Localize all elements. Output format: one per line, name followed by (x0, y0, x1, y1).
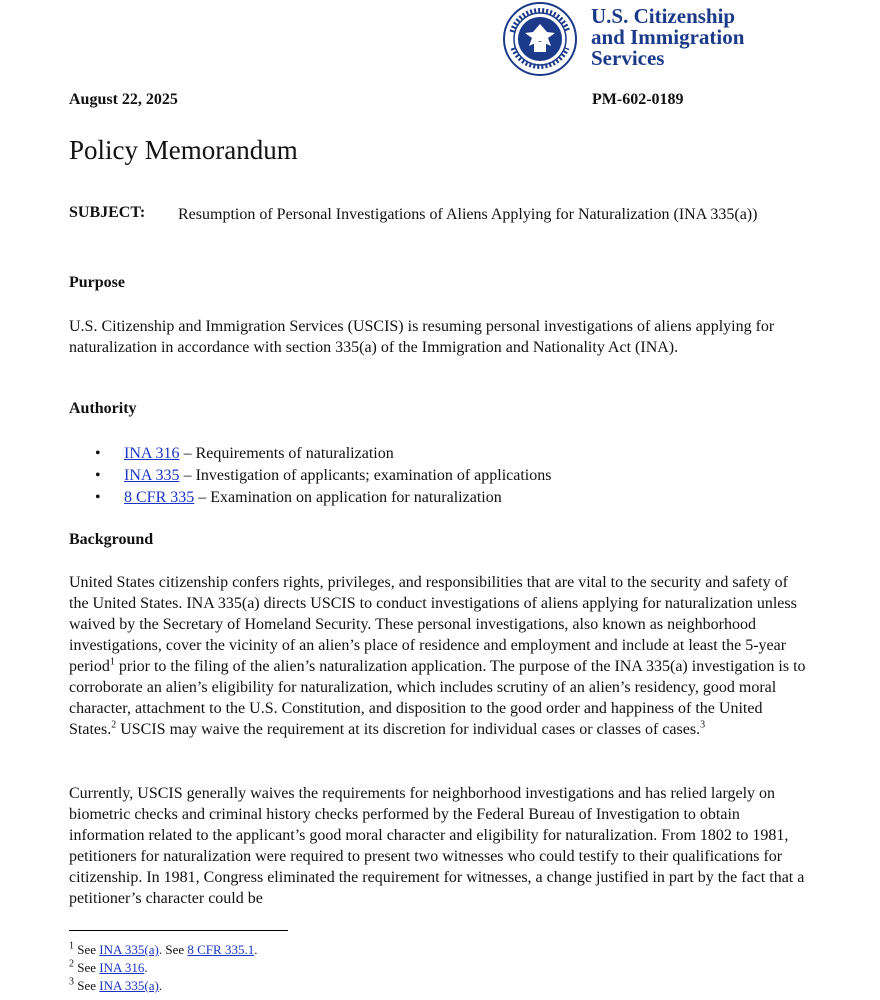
subject-text: Resumption of Personal Investigations of Aliens Applying for Naturalization (INA 335(a)) (178, 206, 758, 223)
background-paragraph-1 (69, 572, 809, 740)
authority-link[interactable]: INA 335 (124, 467, 180, 484)
footnote-ref: 3 (700, 719, 706, 731)
footnote-text: . (158, 978, 163, 993)
authority-link[interactable]: INA 316 (124, 445, 180, 462)
footnote (69, 941, 257, 958)
memo-date: August 22, 2025 (69, 91, 178, 108)
footnote-text: . (254, 942, 258, 957)
footnote-link[interactable]: INA 316 (99, 960, 145, 975)
list-item (95, 487, 551, 509)
list-item (95, 443, 551, 465)
agency-name-line: U.S. Citizenship (591, 4, 736, 28)
footnote-ref: 2 (111, 719, 117, 731)
dhs-seal-logo (503, 2, 577, 76)
authority-item-text: – Examination on application for naturalization (194, 489, 502, 506)
footnote-link[interactable]: 8 CFR 335.1 (187, 942, 255, 957)
purpose-paragraph: U.S. Citizenship and Immigration Services (USCIS) is resuming personal investigations of aliens applying for naturalization in accordance with section 335(a) of the Immigration and Nationality Act (INA). (69, 318, 775, 356)
authority-heading: Authority (69, 400, 137, 417)
authority-item-text: – Requirements of naturalization (179, 445, 394, 462)
paragraph-text: United States citizenship confers rights, privileges, and responsibilities that are vital to the security and safety of the United States. INA 335(a) directs USCIS to conduct investigations of aliens applying for naturalization unless waived by the Secretary of Homeland Security. These personal investigations, also known as neighborhood investigations, cover the vicinity of an alien’s place of residence and employment and include at least the 5-year period (69, 574, 797, 675)
background-heading: Background (69, 531, 154, 548)
agency-name (591, 6, 744, 69)
footnote-number: 3 (69, 976, 74, 988)
footnote-text: See (74, 942, 100, 957)
footnote-text: See (74, 978, 100, 993)
paragraph-text: prior to the filing of the alien’s naturalization application. The purpose of the INA 335(a) investigation is to corroborate an alien’s eligibility for naturalization, which includes scrutiny of an alien’s residency, good moral character, attachment to the U.S. Constitution, and disposition to the good order and happiness of the United States. (69, 658, 806, 738)
agency-name-line: Services (591, 46, 665, 70)
footnote (69, 977, 162, 994)
authority-link[interactable]: 8 CFR 335 (124, 489, 195, 506)
list-item (95, 465, 551, 487)
background-paragraph-2: Currently, USCIS generally waives the requirements for neighborhood investigations and has relied largely on biometric checks and criminal history checks performed by the Federal Bureau of Investigation to obtain information related to the applicant’s good moral character and eligibility for naturalization. From 1802 to 1981, petitioners for naturalization were required to present two witnesses who could testify to their qualifications for citizenship. In 1981, Congress eliminated the requirement for witnesses, a change justified in part by the fact that a petitioner’s character could be (69, 785, 805, 907)
footnote-number: 2 (69, 958, 74, 970)
footnote-link[interactable]: INA 335(a) (99, 942, 159, 957)
authority-item-text: – Investigation of applicants; examination of applications (179, 467, 552, 484)
subject-label: SUBJECT: (69, 204, 146, 221)
footnote-number: 1 (69, 940, 74, 952)
footnote (69, 959, 148, 976)
footnote-text: . See (158, 942, 188, 957)
agency-name-line: and Immigration (591, 25, 745, 49)
footnote-text: . (144, 960, 148, 975)
authority-list (95, 443, 551, 509)
purpose-heading: Purpose (69, 274, 125, 291)
memo-number: PM-602-0189 (592, 91, 684, 108)
footnote-ref: 1 (109, 656, 115, 668)
document-title: Policy Memorandum (69, 135, 298, 165)
footnote-divider (69, 930, 288, 931)
footnote-text: See (74, 960, 100, 975)
paragraph-text: USCIS may waive the requirement at its discretion for individual cases or classes of cases. (116, 721, 701, 738)
footnote-link[interactable]: INA 335(a) (99, 978, 159, 993)
